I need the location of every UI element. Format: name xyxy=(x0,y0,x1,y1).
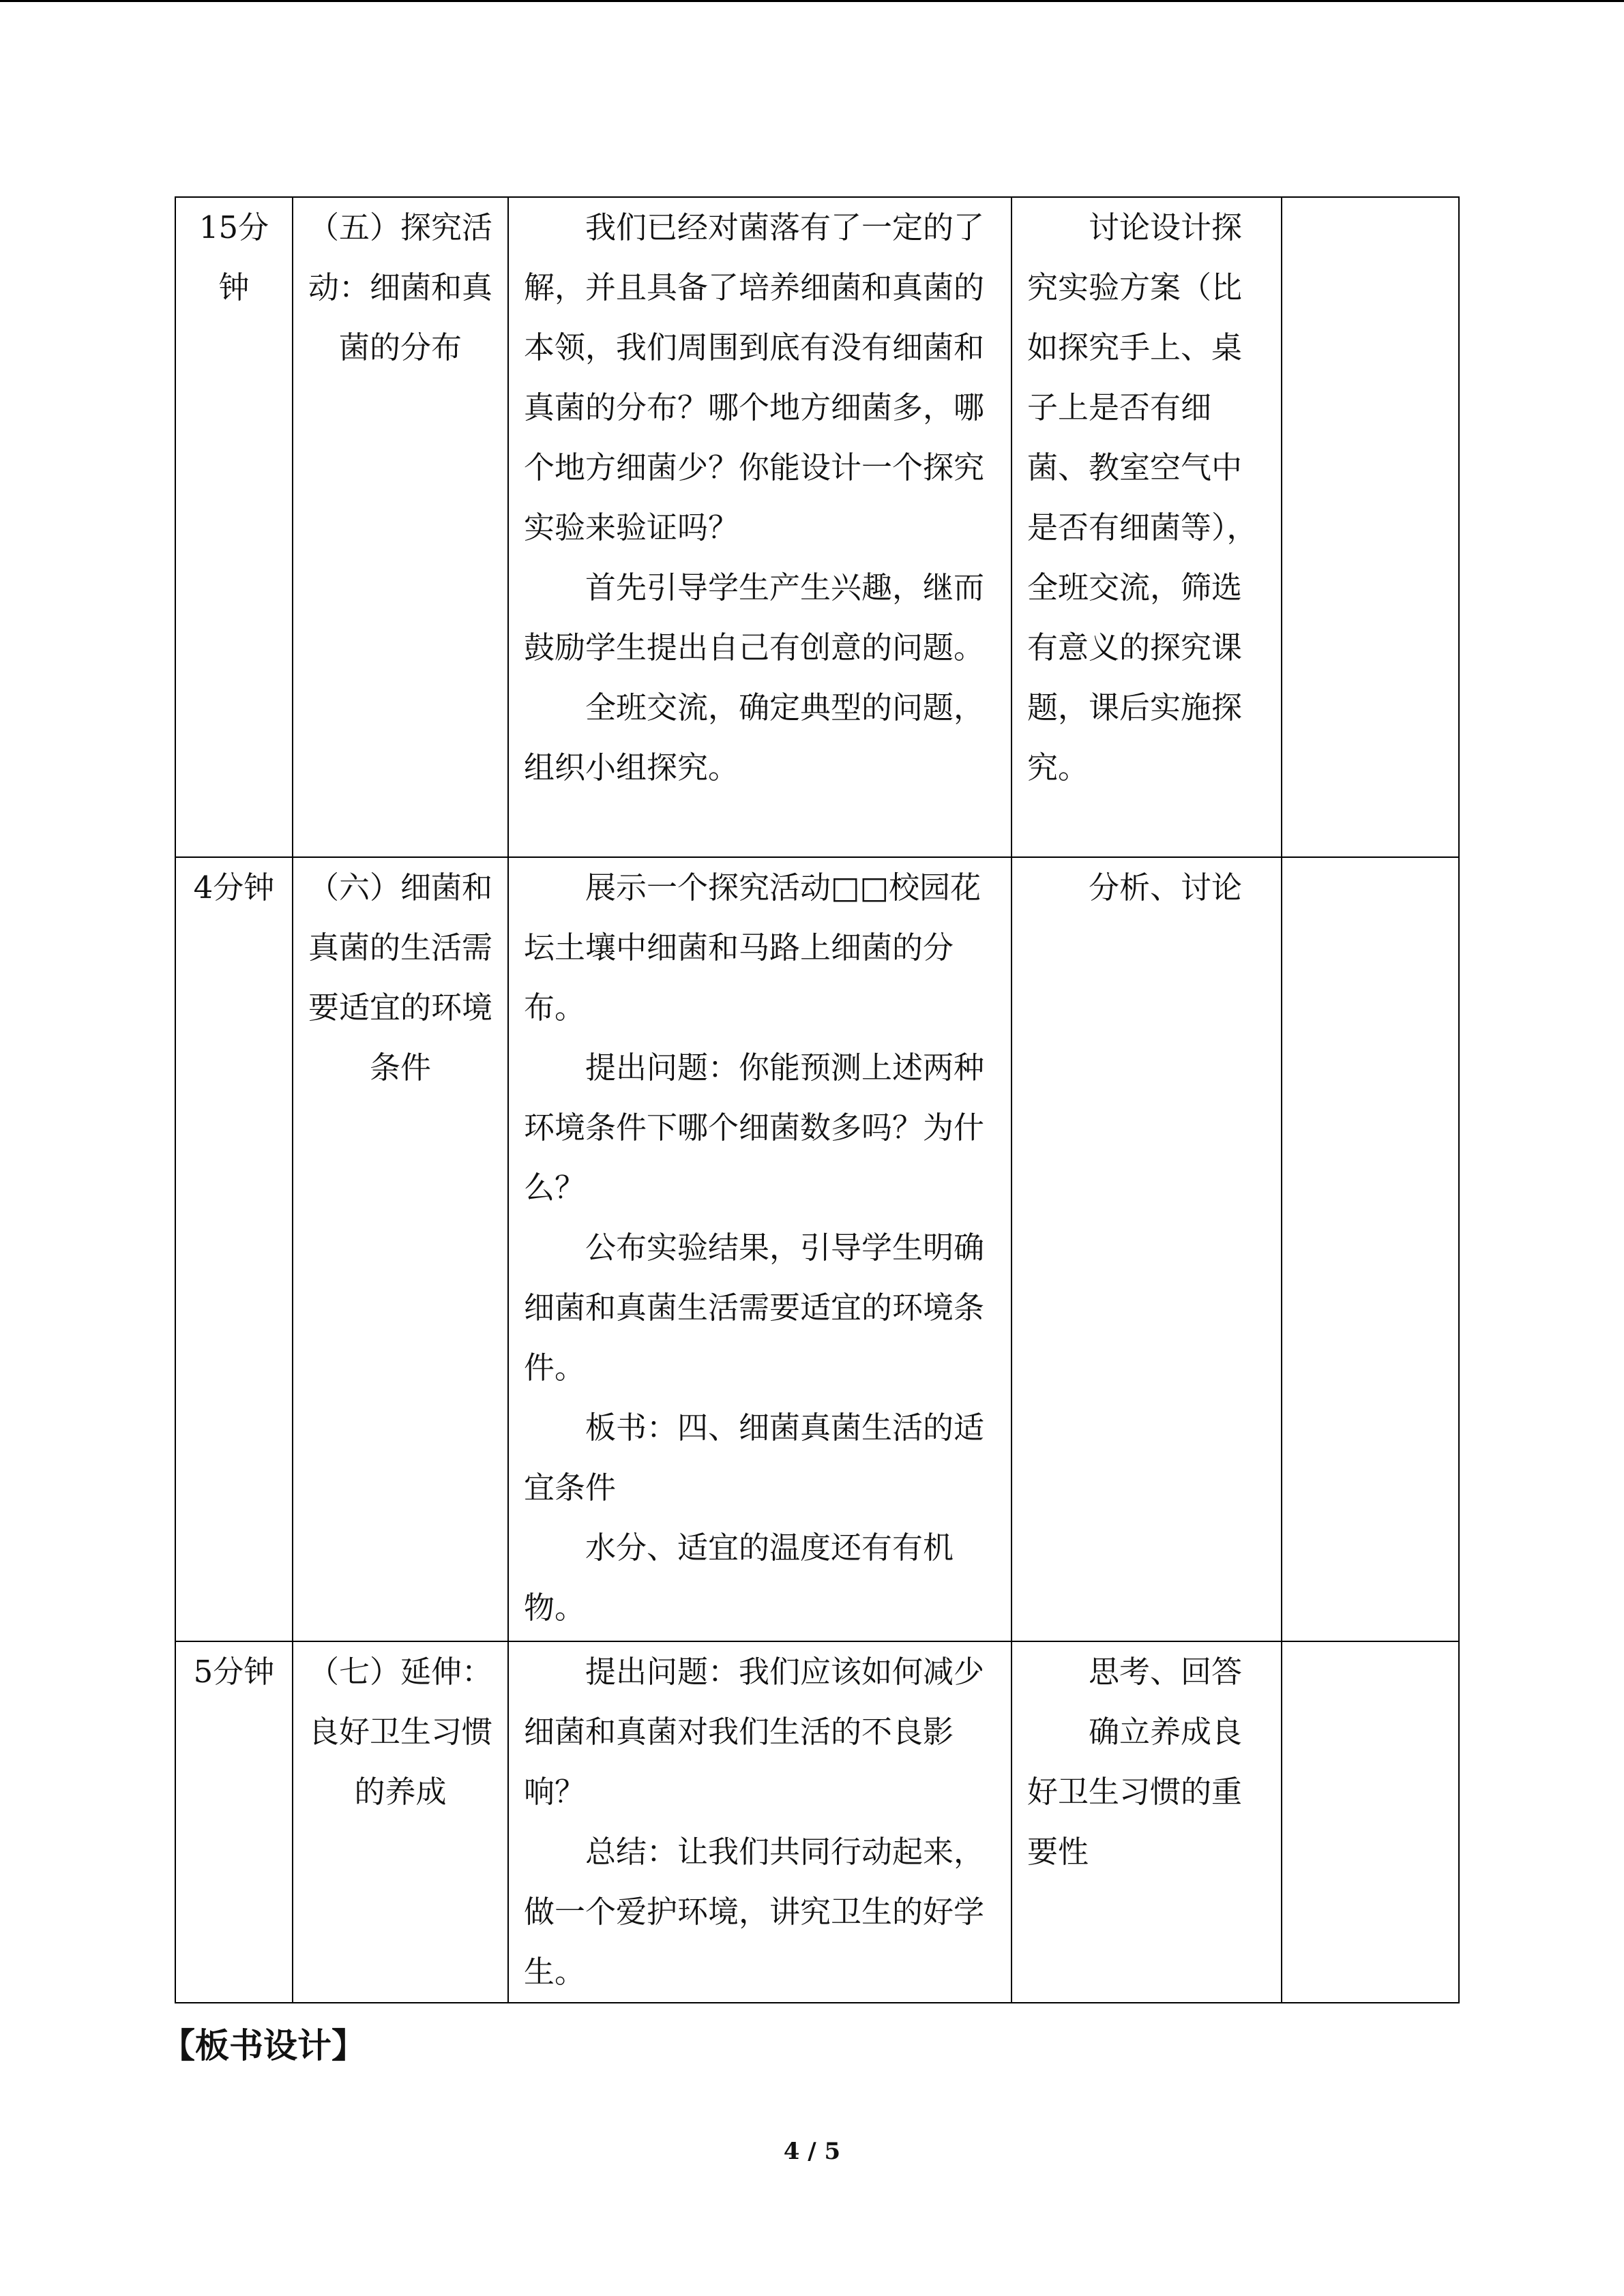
lesson-plan-table xyxy=(175,196,1460,2003)
paragraph: 首先引导学生产生兴趣，继而鼓励学生提出自己有创意的问题。 xyxy=(524,569,985,666)
paragraph: 思考、回答 xyxy=(1089,1654,1243,1690)
paragraph: 全班交流，确定典型的问题，组织小组探究。 xyxy=(524,689,985,786)
teacher-activity-cell xyxy=(508,857,1012,1641)
paragraph: 分析、讨论 xyxy=(1089,869,1243,906)
paragraph: 讨论设计探究实验方案（比如探究手上、桌子上是否有细菌、教室空气中是否有细菌等），全班交流，筛选有意义的探究课题，课后实施探究。 xyxy=(1027,209,1258,786)
top-border xyxy=(0,0,1624,2)
student-activity-cell xyxy=(1012,1641,1282,2003)
paragraph: 我们已经对菌落有了一定的了解，并且具备了培养细菌和真菌的本领，我们周围到底有没有细菌和真菌的分布？哪个地方细菌多，哪个地方细菌少？你能设计一个探究实验来验证吗？ xyxy=(524,209,985,546)
note-cell xyxy=(1282,857,1459,1641)
paragraph: 水分、适宜的温度还有有机物。 xyxy=(524,1530,954,1626)
paragraph: 板书：四、细菌真菌生活的适宜条件 xyxy=(524,1410,985,1506)
paragraph: 确立养成良好卫生习惯的重要性 xyxy=(1027,1714,1243,1870)
student-activity-cell xyxy=(1012,197,1282,857)
teacher-activity-cell xyxy=(508,197,1012,857)
stage-cell: （七）延伸：良好卫生习惯的养成 xyxy=(293,1641,508,2003)
page-number: 4 / 5 xyxy=(783,2138,841,2165)
paragraph: 展示一个探究活动□□校园花坛土壤中细菌和马路上细菌的分布。 xyxy=(524,869,981,1026)
paragraph: 公布实验结果，引导学生明确细菌和真菌生活需要适宜的环境条件。 xyxy=(524,1229,985,1386)
note-cell xyxy=(1282,1641,1459,2003)
paragraph: 提出问题：你能预测上述两种环境条件下哪个细菌数多吗？为什么？ xyxy=(524,1049,985,1206)
table-row xyxy=(175,1641,1459,2003)
section-heading: 【板书设计】 xyxy=(161,2026,366,2066)
note-cell xyxy=(1282,197,1459,857)
paragraph: 提出问题：我们应该如何减少细菌和真菌对我们生活的不良影响？ xyxy=(524,1654,985,1810)
stage-cell: （六）细菌和真菌的生活需要适宜的环境条件 xyxy=(293,857,508,1641)
time-cell: 4分钟 xyxy=(175,857,293,1641)
table-row xyxy=(175,857,1459,1641)
table-row xyxy=(175,197,1459,857)
paragraph: 总结：让我们共同行动起来，做一个爱护环境，讲究卫生的好学生。 xyxy=(524,1834,985,1990)
student-activity-cell xyxy=(1012,857,1282,1641)
stage-cell: （五）探究活动：细菌和真菌的分布 xyxy=(293,197,508,857)
teacher-activity-cell xyxy=(508,1641,1012,2003)
time-cell: 15分钟 xyxy=(175,197,293,857)
time-cell: 5分钟 xyxy=(175,1641,293,2003)
